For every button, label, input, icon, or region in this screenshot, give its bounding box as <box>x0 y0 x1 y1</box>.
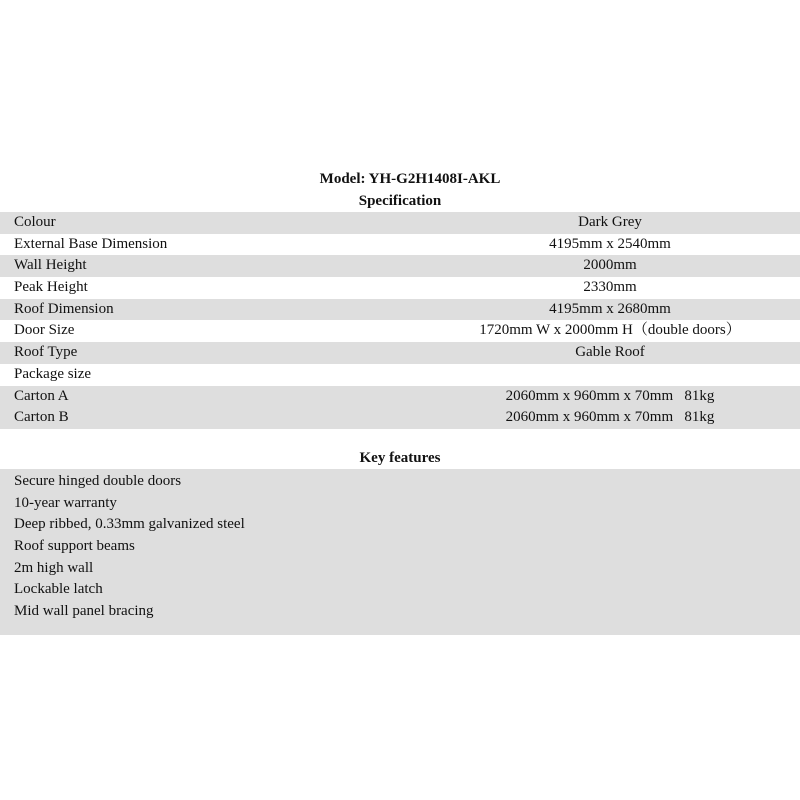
feature-item: Deep ribbed, 0.33mm galvanized steel <box>14 516 245 533</box>
spec-label: Roof Dimension <box>14 300 114 317</box>
spec-value: 2000mm <box>583 257 637 274</box>
specification-table <box>0 212 800 429</box>
spec-label: Wall Height <box>14 257 87 274</box>
spec-value: 2060mm x 960mm x 70mm 81kg <box>505 409 715 426</box>
spec-label: External Base Dimension <box>14 235 168 252</box>
spec-row-colour <box>0 212 800 234</box>
spec-value: Gable Roof <box>575 344 645 361</box>
feature-item: 2m high wall <box>14 559 94 576</box>
spec-label: Carton B <box>14 409 69 426</box>
feature-item: Lockable latch <box>14 581 103 598</box>
model-title: Model: YH-G2H1408I-AKL <box>319 171 501 187</box>
spec-value: 4195mm x 2680mm <box>549 300 671 317</box>
specification-heading: Specification <box>358 193 442 209</box>
spec-value: 2060mm x 960mm x 70mm 81kg <box>505 387 715 404</box>
feature-item: Mid wall panel bracing <box>14 603 154 619</box>
spec-label: Roof Type <box>14 344 78 361</box>
spec-label: Door Size <box>14 322 75 339</box>
spec-row-roof-dimension <box>0 299 800 321</box>
key-features-list <box>0 469 800 635</box>
spec-row-peak-height <box>0 277 800 299</box>
feature-item: 10-year warranty <box>14 494 117 511</box>
spec-row-package-size <box>0 364 800 386</box>
feature-item: Roof support beams <box>14 537 135 554</box>
spec-value: 2330mm <box>583 279 637 296</box>
spec-value: Dark Grey <box>578 214 642 230</box>
spec-label: Carton A <box>14 387 69 404</box>
key-features-heading: Key features <box>359 449 441 466</box>
feature-item: Secure hinged double doors <box>14 472 182 489</box>
spec-label: Peak Height <box>14 279 88 296</box>
section-spacer <box>0 429 800 447</box>
spec-sheet <box>0 168 800 635</box>
spec-row-door-size <box>0 320 800 342</box>
spec-value: 4195mm x 2540mm <box>549 235 671 252</box>
spec-label: Colour <box>14 214 56 230</box>
spec-row-external-base-dimension <box>0 234 800 256</box>
spec-row-wall-height <box>0 255 800 277</box>
spec-row-roof-type <box>0 342 800 364</box>
spec-label: Package size <box>14 365 92 382</box>
spec-row-carton-b <box>0 407 800 429</box>
spec-row-carton-a <box>0 386 800 408</box>
spec-value: 1720mm W x 2000mm H（double doors） <box>479 322 741 339</box>
